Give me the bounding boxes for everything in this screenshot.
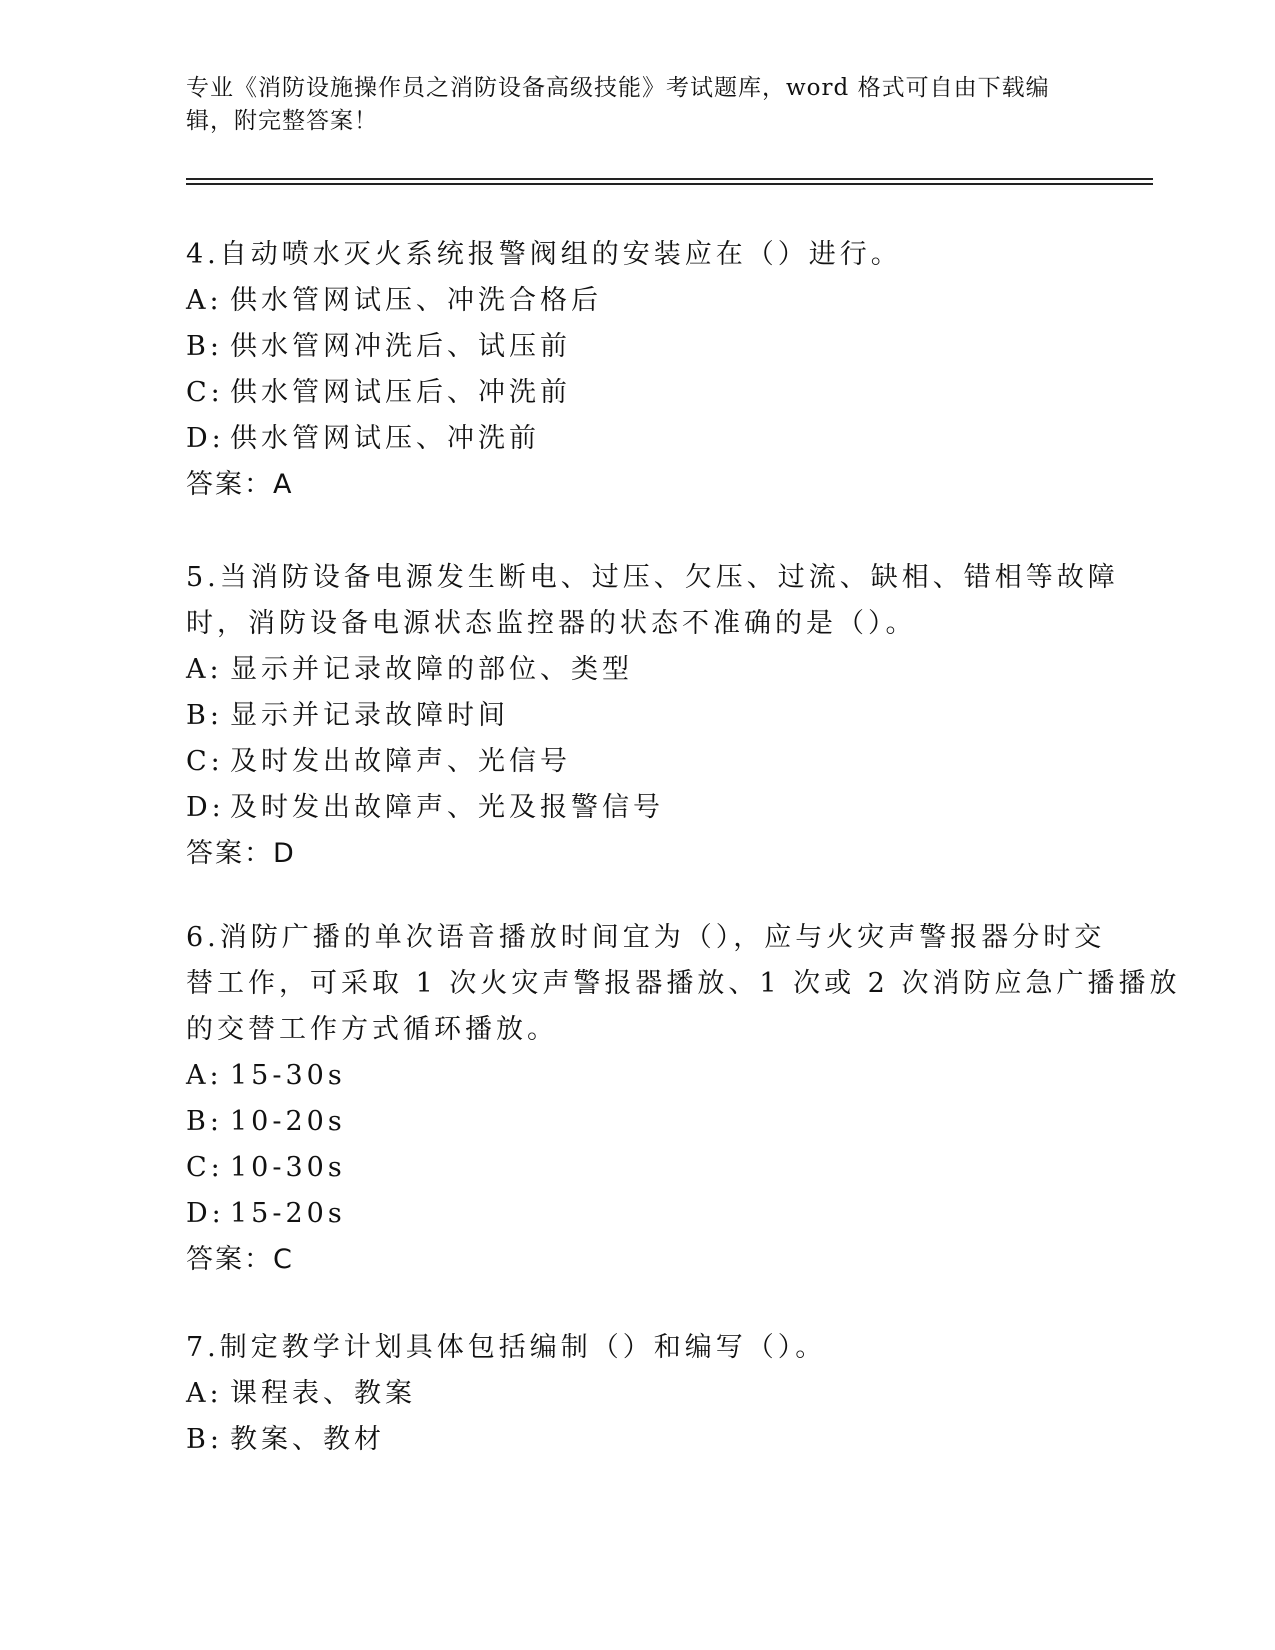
option-item bbox=[186, 1053, 1086, 1099]
question-stem: 替工作，可采取 1 次火灾声警报器播放、1 次或 2 次消防应急广播播放 bbox=[186, 968, 1181, 999]
option-item bbox=[186, 1371, 1086, 1417]
question-stem: 6.消防广播的单次语音播放时间宜为（），应与火灾声警报器分时交 bbox=[186, 922, 1106, 953]
option-item bbox=[186, 1191, 1086, 1237]
option-label: A: bbox=[186, 285, 223, 316]
option-label: A: bbox=[186, 1060, 223, 1091]
option-text: 15-30s bbox=[230, 1060, 346, 1091]
option-item bbox=[186, 324, 1086, 370]
option-text: 教案、教材 bbox=[230, 1424, 385, 1455]
header-line: 专业《消防设施操作员之消防设备高级技能》考试题库，word 格式可自由下载编 bbox=[186, 75, 1050, 101]
option-label: A: bbox=[186, 1378, 223, 1409]
option-item bbox=[186, 278, 1086, 324]
option-text: 供水管网试压、冲洗合格后 bbox=[230, 285, 602, 316]
option-item bbox=[186, 693, 1086, 739]
question-block bbox=[186, 555, 1119, 877]
header-line: 辑，附完整答案！ bbox=[186, 108, 378, 134]
question-stem: 的交替工作方式循环播放。 bbox=[186, 1014, 558, 1045]
option-label: D: bbox=[186, 423, 225, 454]
option-label: C: bbox=[186, 377, 224, 408]
answer-line: 答案：D bbox=[186, 838, 296, 869]
option-text: 10-30s bbox=[230, 1152, 346, 1183]
option-label: C: bbox=[186, 1152, 224, 1183]
option-item bbox=[186, 416, 1086, 462]
option-text: 供水管网冲洗后、试压前 bbox=[230, 331, 571, 362]
document-header bbox=[186, 72, 1076, 138]
answer-line: 答案：A bbox=[186, 469, 294, 500]
option-item bbox=[186, 1417, 1086, 1463]
option-label: B: bbox=[186, 1106, 223, 1137]
option-text: 显示并记录故障时间 bbox=[230, 700, 509, 731]
question-stem: 7.制定教学计划具体包括编制（）和编写（）。 bbox=[186, 1332, 827, 1363]
question-stem: 5.当消防设备电源发生断电、过压、欠压、过流、缺相、错相等故障 bbox=[186, 562, 1119, 593]
option-text: 10-20s bbox=[230, 1106, 346, 1137]
header-divider bbox=[186, 183, 1153, 185]
question-stem: 时，消防设备电源状态监控器的状态不准确的是（）。 bbox=[186, 608, 917, 639]
option-label: B: bbox=[186, 1424, 223, 1455]
option-label: C: bbox=[186, 746, 224, 777]
option-text: 供水管网试压、冲洗前 bbox=[230, 423, 540, 454]
option-label: D: bbox=[186, 792, 225, 823]
option-text: 课程表、教案 bbox=[230, 1378, 416, 1409]
option-item bbox=[186, 739, 1086, 785]
question-block bbox=[186, 915, 1181, 1283]
option-item bbox=[186, 370, 1086, 416]
option-label: A: bbox=[186, 654, 223, 685]
question-block bbox=[186, 1325, 1086, 1463]
answer-line: 答案：C bbox=[186, 1244, 294, 1275]
option-label: B: bbox=[186, 700, 223, 731]
header-divider bbox=[186, 178, 1153, 180]
option-text: 显示并记录故障的部位、类型 bbox=[230, 654, 633, 685]
question-stem: 4.自动喷水灭火系统报警阀组的安装应在（）进行。 bbox=[186, 239, 902, 270]
option-text: 15-20s bbox=[230, 1198, 346, 1229]
option-text: 及时发出故障声、光信号 bbox=[230, 746, 571, 777]
option-label: B: bbox=[186, 331, 223, 362]
option-item bbox=[186, 785, 1086, 831]
option-item bbox=[186, 647, 1086, 693]
option-label: D: bbox=[186, 1198, 225, 1229]
option-item bbox=[186, 1145, 1086, 1191]
option-text: 及时发出故障声、光及报警信号 bbox=[230, 792, 664, 823]
option-text: 供水管网试压后、冲洗前 bbox=[230, 377, 571, 408]
option-item bbox=[186, 1099, 1086, 1145]
question-block bbox=[186, 232, 1086, 508]
